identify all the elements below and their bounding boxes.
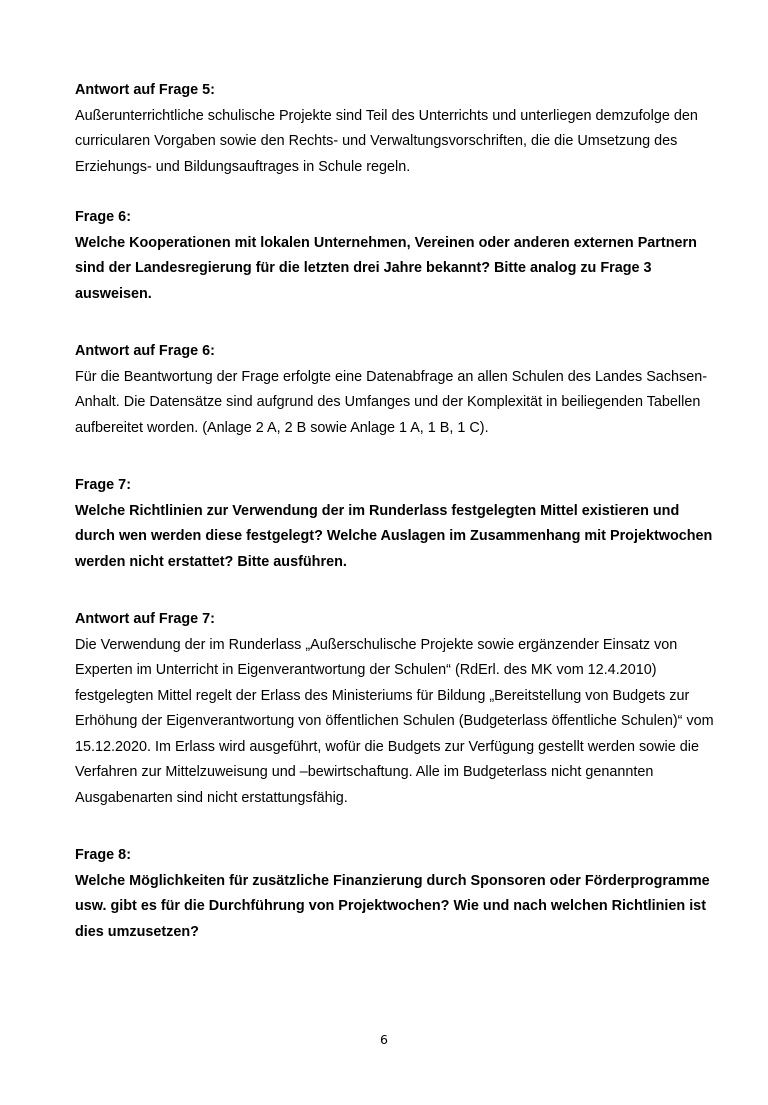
- answer-7-heading: Antwort auf Frage 7:: [75, 611, 215, 627]
- answer-5-heading: Antwort auf Frage 5:: [75, 82, 215, 98]
- question-6-block: [75, 205, 715, 307]
- answer-5-block: [75, 78, 715, 180]
- answer-5-text: Außerunterrichtliche schulische Projekte sind Teil des Unterrichts und unterliegen demzufolge den curricularen Vorgaben sowie den Rechts- und Verwaltungsvorschriften, die die Umsetzung des Erziehungs- und Bildungsauftrages in Schule regeln.: [75, 107, 698, 175]
- question-7-block: [75, 473, 715, 575]
- question-6-heading: Frage 6:: [75, 209, 131, 225]
- question-8-block: [75, 843, 715, 945]
- page-number: 6: [380, 1032, 388, 1047]
- answer-7-text: Die Verwendung der im Runderlass „Außerschulische Projekte sowie ergänzender Einsatz von Experten im Unterricht in Eigenverantwortung der Schulen“ (RdErl. des MK vom 12.4.2010) festgelegten Mittel regelt der Erlass des Ministeriums für Bildung „Bereitstellung von Budgets zur Erhöhung der Eigenverantwortung von öffentlichen Schulen (Budgeterlass öffentliche Schulen)“ vom 15.12.2020. Im Erlass wird ausgeführt, wofür die Budgets zur Verfügung gestellt werden sowie die Verfahren zur Mittelzuweisung und –bewirtschaftung. Alle im Budgeterlass nicht genannten Ausgabenarten sind nicht erstattungsfähig.: [75, 636, 714, 806]
- answer-7-block: [75, 607, 715, 811]
- answer-6-text: Für die Beantwortung der Frage erfolgte eine Datenabfrage an allen Schulen des Landes Sachsen-Anhalt. Die Datensätze sind aufgrund des Umfanges und der Komplexität in beiliegenden Tabellen aufbereitet worden. (Anlage 2 A, 2 B sowie Anlage 1 A, 1 B, 1 C).: [75, 368, 708, 436]
- question-7-heading: Frage 7:: [75, 477, 131, 493]
- document-page: [75, 78, 715, 945]
- question-6-text: Welche Kooperationen mit lokalen Unternehmen, Vereinen oder anderen externen Partnern sind der Landesregierung für die letzten drei Jahre bekannt? Bitte analog zu Frage 3 ausweisen.: [75, 234, 697, 302]
- answer-6-heading: Antwort auf Frage 6:: [75, 343, 215, 359]
- question-7-text: Welche Richtlinien zur Verwendung der im Runderlass festgelegten Mittel existieren und durch wen werden diese festgelegt? Welche Auslagen im Zusammenhang mit Projektwochen werden nicht erstattet? Bitte ausführen.: [75, 502, 713, 570]
- answer-6-block: [75, 339, 715, 441]
- question-8-heading: Frage 8:: [75, 847, 131, 863]
- question-8-text: Welche Möglichkeiten für zusätzliche Finanzierung durch Sponsoren oder Förderprogramme usw. gibt es für die Durchführung von Projektwochen? Wie und nach welchen Richtlinien ist dies umzusetzen?: [75, 872, 710, 940]
